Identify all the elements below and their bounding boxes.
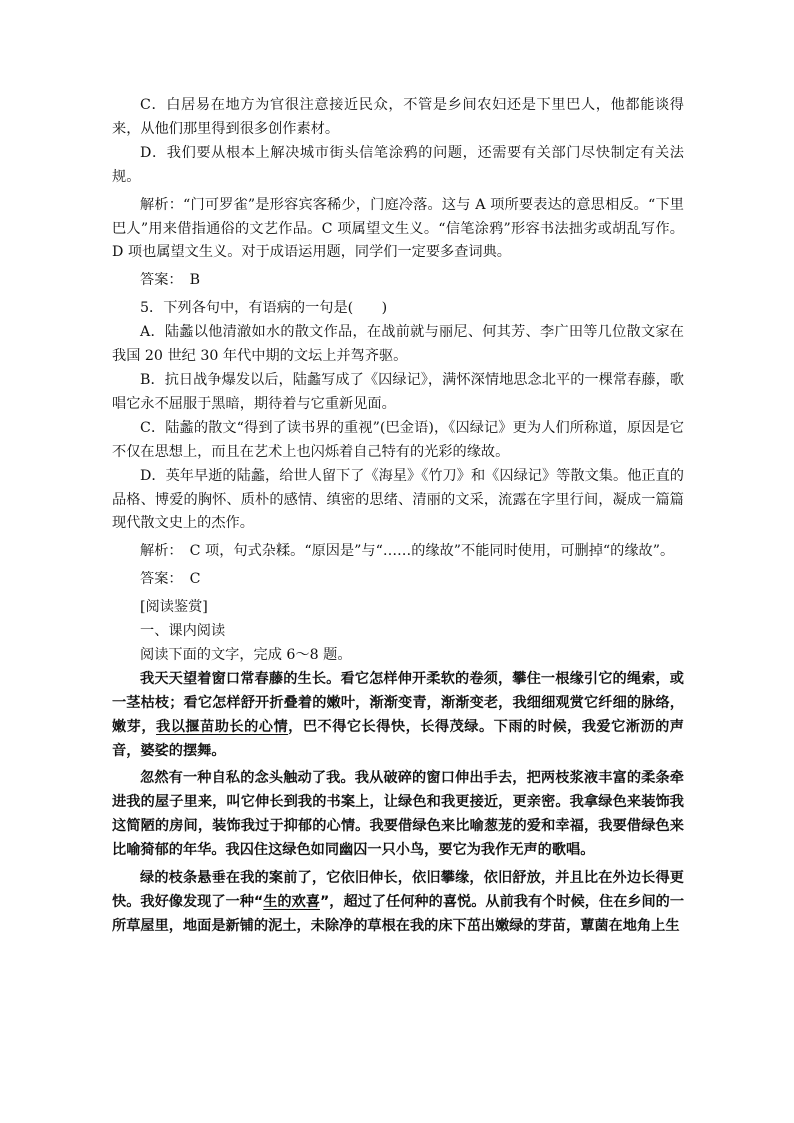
section-heading-inclass: 一、课内阅读 bbox=[140, 623, 226, 640]
reading-instruction: 阅读下面的文字，完成 6～8 题。 bbox=[140, 646, 352, 663]
option-b-q5: B．抗日战争爆发以后，陆蠡写成了《囚绿记》，满怀深情地思念北平的一棵常春藤，歌唱它永不屈服于黑暗，期待着与它重新见面。 bbox=[112, 371, 684, 412]
option-a-q5: A．陆蠡以他清澈如水的散文作品，在战前就与丽尼、何其芳、李广田等几位散文家在我国 20 世纪 30 年代中期的文坛上并驾齐驱。 bbox=[112, 324, 684, 365]
passage-paragraph-3 bbox=[112, 867, 684, 939]
passage-1-text-a: 我天天望着窗口常春藤的生长。看它怎样伸开柔软的卷须，攀住一根缘引它的绳索，或一茎枯枝；看它怎样舒开折叠着的嫩叶，渐渐变青，渐渐变老，我细细观赏它纤细的脉络，嫩芽， bbox=[112, 670, 684, 735]
option-c-q4: C．白居易在地方为官很注意接近民众，不管是乡间农妇还是下里巴人，他都能谈得来，从他们那里得到很多创作素材。 bbox=[112, 97, 684, 137]
section-heading-reading: [阅读鉴赏] bbox=[140, 599, 208, 616]
passage-3-text-a: 绿的枝条悬垂在我的案前了，它依旧伸长，依旧攀缘，依旧舒放，并且比在外边长得更快。我好像发现了一种“ bbox=[112, 870, 684, 910]
question-5-stem: 5．下列各句中，有语病的一句是( ) bbox=[140, 300, 388, 317]
underlined-phrase-2: 生的欢喜 bbox=[263, 894, 320, 910]
analysis-q4: 解析：“门可罗雀”是形容宾客稀少，门庭冷落。这与 A 项所要表达的意思相反。“下里巴人”用来借指通俗的文艺作品。C 项属望文生义。“信笔涂鸦”形容书法拙劣或胡乱写作。D 项也属望文生义。对于成语运用题，同学们一定要多查词典。 bbox=[112, 196, 684, 261]
page-body bbox=[112, 94, 684, 939]
analysis-q5: 解析： C 项，句式杂糅。“原因是”与“……的缘故”不能同时使用，可删掉“的缘故”。 bbox=[140, 543, 675, 560]
passage-paragraph-2: 忽然有一种自私的念头触动了我。我从破碎的窗口伸出手去，把两枝浆液丰富的柔条牵进我的屋子里来，叫它伸长到我的书案上，让绿色和我更接近，更亲密。我拿绿色来装饰我这简陋的房间，装饰我过于抑郁的心情。我要借绿色来比喻葱茏的爱和幸福，我要借绿色来比喻猗郁的年华。我囚住这绿色如同幽囚一只小鸟，要它为我作无声的歌唱。 bbox=[112, 770, 684, 859]
answer-q4: 答案： B bbox=[140, 272, 201, 289]
option-d-q4: D．我们要从根本上解决城市街头信笔涂鸦的问题，还需要有关部门尽快制定有关法规。 bbox=[112, 144, 684, 185]
option-d-q5: D．英年早逝的陆蠡，给世人留下了《海星》《竹刀》和《囚绿记》等散文集。他正直的品格、博爱的胸怀、质朴的感情、缜密的思绪、清丽的文采，流露在字里行间，凝成一篇篇现代散文史上的杰作。 bbox=[112, 467, 684, 532]
answer-q5: 答案： C bbox=[140, 571, 201, 588]
passage-3-text-b: ”，超过了任何种的喜悦。从前我有个时候，住在乡间的一所草屋里，地面是新铺的泥土，未除净的草根在我的床下茁出嫩绿的芽苗，蕈菌在地角上生 bbox=[112, 894, 685, 934]
underlined-phrase-1: 我以揠苗助长的心情 bbox=[156, 718, 289, 735]
option-c-q5: C．陆蠡的散文“得到了读书界的重视”(巴金语)，《囚绿记》更为人们所称道，原因是它不仅在思想上，而且在艺术上也闪烁着自己特有的光彩的缘故。 bbox=[112, 419, 684, 460]
passage-1-text-b: ，巴不得它长得快，长得茂绿。下雨的时候，我爱它淅沥的声音，婆娑的摆舞。 bbox=[112, 718, 684, 759]
passage-paragraph-1 bbox=[112, 668, 684, 764]
